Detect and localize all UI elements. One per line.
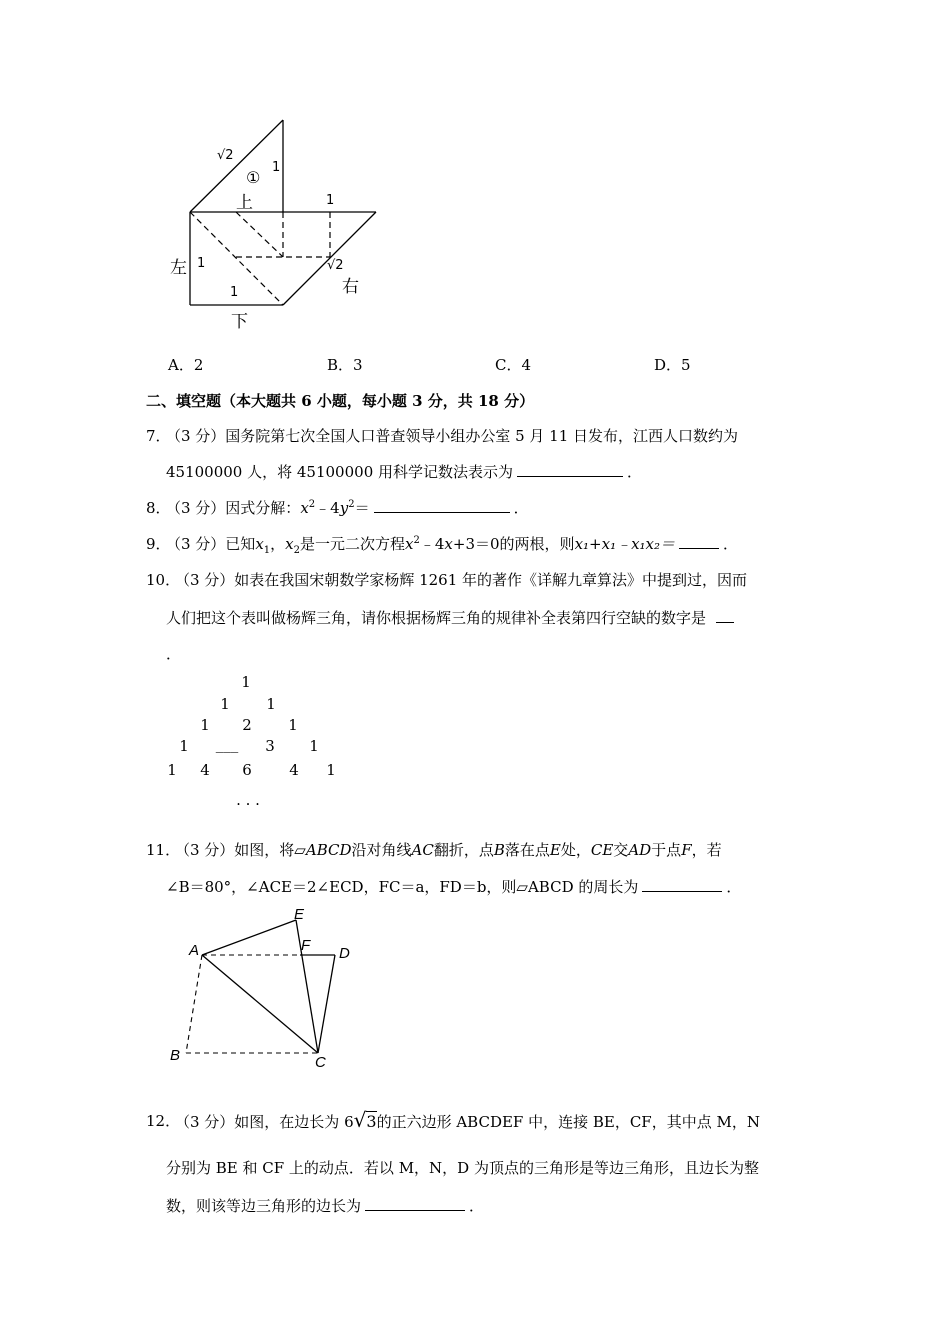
fig11-label-f: F bbox=[301, 937, 311, 954]
label-sqrt2-right: √2 bbox=[327, 258, 344, 273]
label-one-top-right: 1 bbox=[326, 193, 335, 208]
q9-t3: 的两根，则 bbox=[499, 535, 575, 553]
q7-line2 bbox=[166, 461, 642, 482]
q9-x1: x bbox=[255, 535, 264, 553]
label-right: 右 bbox=[342, 277, 359, 297]
tri-r4-c4: 1 bbox=[309, 737, 319, 755]
option-b[interactable]: B．3 bbox=[327, 356, 363, 374]
q9-end: ． bbox=[723, 535, 739, 553]
q7-answer-blank[interactable] bbox=[517, 462, 623, 477]
label-top: 上 bbox=[236, 193, 253, 213]
q9-answer-blank[interactable] bbox=[679, 534, 719, 549]
option-c[interactable]: C．4 bbox=[495, 356, 532, 374]
tri-r3-c2: 2 bbox=[242, 716, 252, 734]
tri-r5-c2: 4 bbox=[200, 761, 210, 779]
tri-r5-c1: 1 bbox=[167, 761, 177, 779]
q9-sub1: 1 bbox=[263, 545, 271, 556]
q8-text: （3 分）因式分解： bbox=[166, 499, 301, 517]
q9-line: （3 分）已知$x_1$，$x_2$是一元二次方程$x^2﹣4x+3=0$的两根，则x₁+x₁﹣x₁x₂＝ ． bbox=[166, 535, 739, 556]
q8-mid: ﹣4 bbox=[315, 499, 340, 517]
q11-l1a: （3 分）如图，将▱ bbox=[175, 841, 306, 859]
q11-b: B bbox=[493, 841, 505, 859]
tri-r4-blank[interactable]: ___ bbox=[215, 735, 239, 753]
q9-x2: x bbox=[285, 535, 294, 553]
q7-end: ． bbox=[627, 463, 643, 481]
fig11-label-b: B bbox=[170, 1047, 181, 1064]
tri-r4-c1: 1 bbox=[179, 737, 189, 755]
net-figure bbox=[150, 110, 410, 330]
q11-l1c: 翻折，点 bbox=[433, 841, 494, 859]
section-heading: 二、填空题（本大题共 6 小题，每小题 3 分，共 18 分） bbox=[146, 392, 535, 410]
q10-line1: （3 分）如表在我国宋朝数学家杨辉 1261 年的著作《详解九章算法》中提到过，因而 bbox=[175, 571, 748, 589]
label-one-left: 1 bbox=[197, 256, 206, 271]
tri-r2-c2: 1 bbox=[266, 695, 276, 713]
q8-number: 8． bbox=[146, 499, 171, 517]
fig11-label-a: A bbox=[189, 942, 200, 959]
q8-eq: ＝ bbox=[354, 499, 370, 517]
yanghui-triangle bbox=[160, 673, 360, 813]
q11-answer-blank[interactable] bbox=[642, 877, 722, 892]
q12-line2: 分别为 BE 和 CF 上的动点．若以 M，N，D 为顶点的三角形是等边三角形，且边长为整 bbox=[166, 1159, 759, 1177]
q12-three: 3 bbox=[366, 1112, 377, 1131]
q7-number: 7． bbox=[146, 427, 171, 445]
q9-eq-x: x bbox=[405, 535, 414, 553]
q11-line1 bbox=[175, 839, 722, 860]
q12-line3 bbox=[166, 1195, 484, 1216]
q11-f: F bbox=[681, 841, 692, 859]
label-bottom: 下 bbox=[231, 312, 248, 332]
tri-dots: . . . bbox=[236, 791, 260, 809]
parallelogram-figure bbox=[160, 900, 380, 1080]
q12-l1b: 的正六边形 ABCDEF 中，连接 BE，CF，其中点 M，N bbox=[376, 1113, 760, 1131]
q11-abcd: ABCD bbox=[305, 841, 352, 859]
q11-ce: CE bbox=[590, 841, 614, 859]
label-circled-one: ① bbox=[246, 168, 261, 187]
tri-r5-c4: 4 bbox=[289, 761, 299, 779]
q11-l1b: 沿对角线 bbox=[351, 841, 412, 859]
option-d[interactable]: D．5 bbox=[654, 356, 691, 374]
q12-line1 bbox=[175, 1108, 760, 1132]
q9-sub2: 2 bbox=[293, 545, 301, 556]
q12-end: ． bbox=[469, 1197, 485, 1215]
q8-line bbox=[166, 497, 529, 518]
q11-ac: AC bbox=[411, 841, 434, 859]
q8-sup1: 2 bbox=[308, 499, 316, 510]
q10-number: 10． bbox=[146, 571, 181, 589]
q9-expr: x₁+x₁﹣x₁x₂＝ bbox=[574, 535, 676, 553]
q12-sqrt: √ bbox=[353, 1108, 367, 1132]
q9-eq-part2: ﹣4 bbox=[419, 535, 445, 553]
label-one-bottom: 1 bbox=[230, 285, 239, 300]
tri-r1-c1: 1 bbox=[241, 673, 251, 691]
q9-eq-sup: 2 bbox=[413, 535, 420, 546]
label-one-top-vertical: 1 bbox=[272, 160, 281, 175]
q7-line1: （3 分）国务院第七次全国人口普查领导小组办公室 5 月 11 日发布，江西人口数约为 bbox=[166, 427, 739, 445]
q12-line3-text: 数，则该等边三角形的边长为 bbox=[166, 1197, 362, 1215]
q8-var-x: x bbox=[300, 499, 309, 517]
q11-end: ． bbox=[726, 878, 742, 896]
q9-eq-x2: x bbox=[444, 535, 453, 553]
tri-r4-c3: 3 bbox=[265, 737, 275, 755]
q11-l1e: 处， bbox=[560, 841, 591, 859]
q8-answer-blank[interactable] bbox=[374, 498, 510, 513]
q11-ad: AD bbox=[628, 841, 652, 859]
option-a[interactable]: A．2 bbox=[168, 356, 204, 374]
q10-line2 bbox=[166, 607, 738, 628]
q11-line2-text: ∠B＝80°，∠ACE＝2∠ECD，FC＝a，FD＝b，则▱ABCD 的周长为 bbox=[166, 878, 639, 896]
tri-r5-c5: 1 bbox=[326, 761, 336, 779]
q9-t2: 是一元二次方程 bbox=[300, 535, 406, 553]
q11-line2 bbox=[166, 876, 741, 897]
q12-answer-blank[interactable] bbox=[365, 1196, 465, 1211]
q11-l1d: 落在点 bbox=[504, 841, 550, 859]
tri-r2-c1: 1 bbox=[220, 695, 230, 713]
q8-sup2: 2 bbox=[348, 499, 355, 510]
q11-l1h: ，若 bbox=[691, 841, 722, 859]
q11-l1g: 于点 bbox=[651, 841, 682, 859]
q12-number: 12． bbox=[146, 1112, 181, 1130]
q12-l1a: （3 分）如图，在边长为 6 bbox=[175, 1113, 354, 1131]
fig11-label-d: D bbox=[339, 945, 350, 962]
q8-end: ． bbox=[513, 499, 529, 517]
tri-r5-c3: 6 bbox=[242, 761, 252, 779]
fig11-label-c: C bbox=[315, 1054, 326, 1071]
q10-answer-blank[interactable] bbox=[716, 608, 734, 623]
q11-l1f: 交 bbox=[613, 841, 629, 859]
q9-t1: （3 分）已知 bbox=[166, 535, 256, 553]
q10-end: ． bbox=[166, 645, 182, 663]
q9-eq-part3: +3＝0 bbox=[452, 535, 500, 553]
q7-line2-text: 45100000 人，将 45100000 用科学记数法表示为 bbox=[166, 463, 514, 481]
tri-r3-c3: 1 bbox=[288, 716, 298, 734]
q9-number: 9． bbox=[146, 535, 171, 553]
label-sqrt2-left: √2 bbox=[217, 148, 234, 163]
q11-e: E bbox=[549, 841, 561, 859]
label-left: 左 bbox=[170, 258, 187, 278]
q11-number: 11． bbox=[146, 841, 181, 859]
tri-r3-c1: 1 bbox=[200, 716, 210, 734]
q10-line2-text: 人们把这个表叫做杨辉三角，请你根据杨辉三角的规律补全表第四行空缺的数字是 bbox=[166, 609, 707, 627]
fig11-label-e: E bbox=[294, 906, 305, 923]
q8-var-y: y bbox=[339, 499, 349, 517]
